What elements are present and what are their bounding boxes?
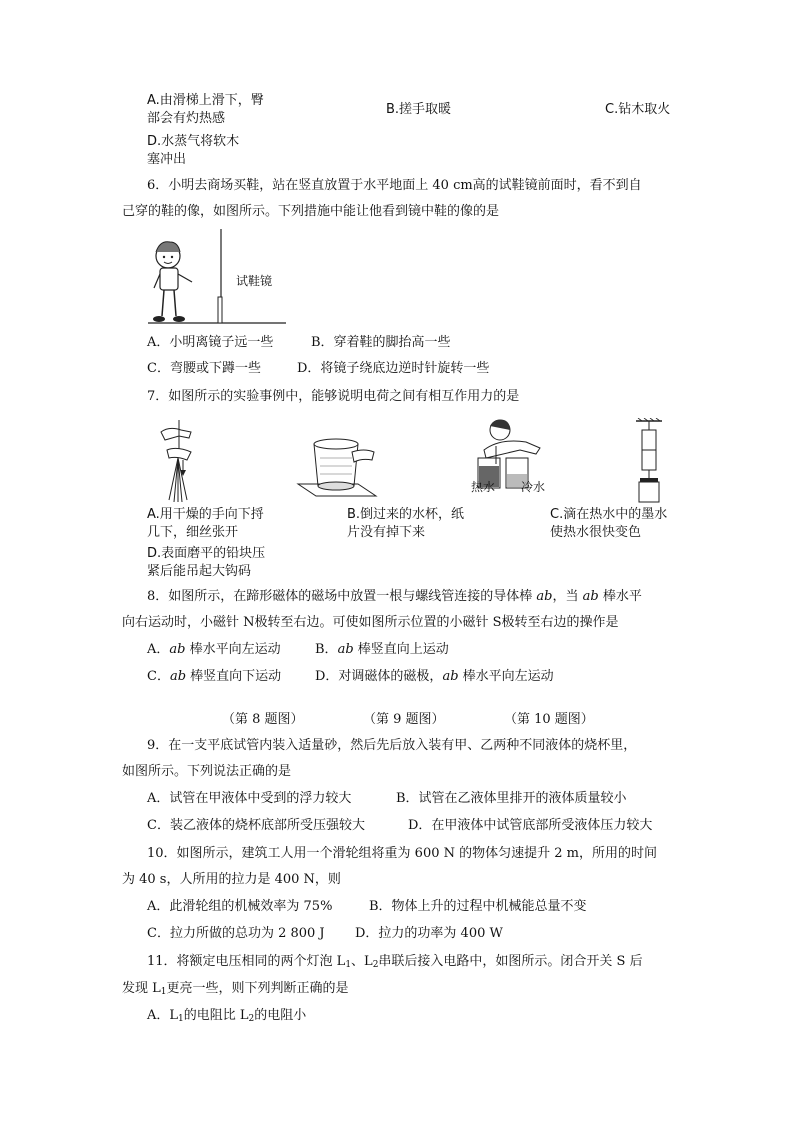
q8-option-d: D．对调磁体的磁极，ab 棒水平向左运动 [315,669,554,684]
q10-stem-line1: 10．如图所示，建筑工人用一个滑轮组将重为 600 N 的物体匀速提升 2 m，所用的时间 [147,846,657,861]
q8-stem-line2: 向右运动时，小磁针 N极转至右边。可使如图所示位置的小磁针 S极转至右边的操作是 [122,615,619,630]
caption-figure-8: （第 8 题图） [222,712,304,727]
q6-option-a: A．小明离镜子远一些 [147,335,274,350]
q7-stem: 7．如图所示的实验事例中，能够说明电荷之间有相互作用力的是 [147,389,520,404]
q8-stem-line1: 8．如图所示，在蹄形磁体的磁场中放置一根与螺线管连接的导体棒 ab，当 ab 棒水平 [147,589,642,604]
q8-option-c: C．ab 棒竖直向下运动 [147,669,282,684]
caption-figure-9: （第 9 题图） [363,712,445,727]
q6-option-b: B．穿着鞋的脚抬高一些 [311,335,451,350]
q5-option-d: D.水蒸气将软木 塞冲出 [147,134,240,167]
q6-option-d: D．将镜子绕底边逆时针旋转一些 [297,361,490,376]
q9-stem-line2: 如图所示。下列说法正确的是 [122,764,292,779]
q6-stem-line2: 己穿的鞋的像，如图所示。下列措施中能让他看到镜中鞋的像的是 [122,204,500,219]
q7-option-b: B.倒过来的水杯，纸 片没有掉下来 [347,507,465,540]
q10-option-d: D．拉力的功率为 400 W [355,926,503,941]
q6-stem-line1: 6．小明去商场买鞋，站在竖直放置于水平地面上 40 cm高的试鞋镜前面时，看不到自 [147,178,642,193]
q7-label-cold: 冷水 [521,480,546,494]
q9-option-a: A．试管在甲液体中受到的浮力较大 [147,791,352,806]
q9-option-d: D．在甲液体中试管底部所受液体压力较大 [408,818,653,833]
q10-stem-line2: 为 40 s，人所用的拉力是 400 N，则 [122,872,341,887]
caption-figure-10: （第 10 题图） [504,712,594,727]
q9-option-b: B．试管在乙液体里排开的液体质量较小 [396,791,627,806]
q8-option-a: A．ab 棒水平向左运动 [147,642,281,657]
q6-option-c: C．弯腰或下蹲一些 [147,361,261,376]
q10-option-c: C．拉力所做的总功为 2 800 J [147,926,325,941]
q11-option-a: A．$L_1$的电阻比 $L_2$的电阻小 [147,1008,307,1024]
q7-figure-a-fibers [157,418,199,508]
q9-stem-line1: 9．在一支平底试管内装入适量砂，然后先后放入装有甲、乙两种不同液体的烧杯里， [147,738,637,753]
q10-option-a: A．此滑轮组的机械效率为 75% [147,899,333,914]
q6-figure-label-mirror: 试鞋镜 [236,274,273,288]
q5-option-c: C.钻木取火 [605,102,671,117]
q9-option-c: C．装乙液体的烧杯底部所受压强较大 [147,818,365,833]
q7-label-hot: 热水 [471,480,496,494]
q8-option-b: B．ab 棒竖直向上运动 [315,642,449,657]
q10-option-b: B．物体上升的过程中机械能总量不变 [369,899,587,914]
q5-option-a: A.由滑梯上滑下，臀 部会有灼热感 [147,93,264,126]
q5-option-b: B.搓手取暖 [386,102,452,117]
q11-stem-line1: 11．将额定电压相同的两个灯泡 $L_1$、$L_2$串联后接入电路中，如图所示。闭合开关 S 后 [147,954,643,970]
q7-figure-b-cup [296,430,378,506]
q11-stem-line2: 发现 $L_1$更亮一些，则下列判断正确的是 [122,981,349,997]
q7-option-c: C.滴在热水中的墨水 使热水很快变色 [550,507,668,540]
q7-option-a: A.用干燥的手向下捋 几下，细丝张开 [147,507,264,540]
q7-figure-d-lead-blocks [634,418,664,510]
q7-option-d: D.表面磨平的铅块压 紧后能吊起大钩码 [147,546,266,579]
